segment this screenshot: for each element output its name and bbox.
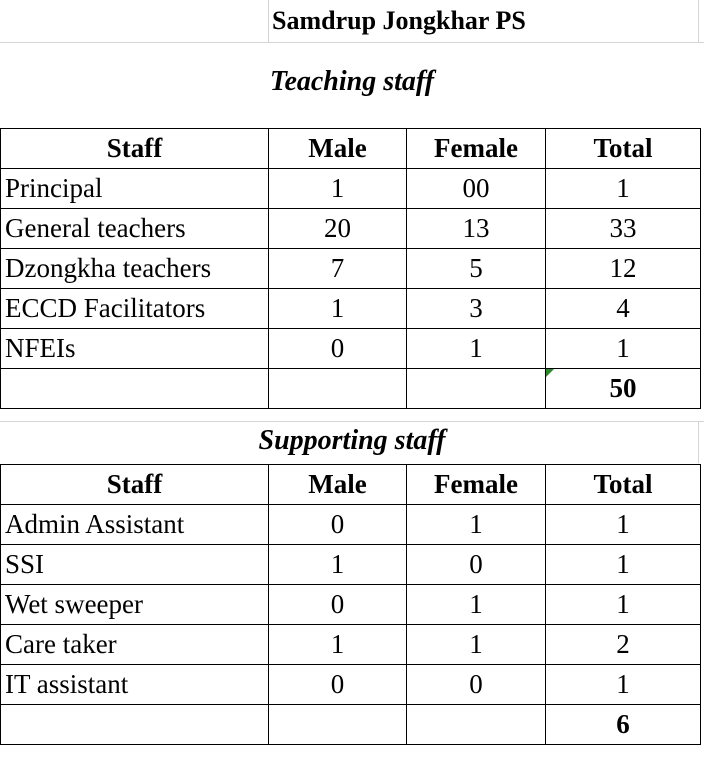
header-male: Male [269, 465, 407, 505]
cell-male[interactable]: 1 [269, 545, 407, 585]
table-header-row [1, 465, 701, 505]
cell-female[interactable]: 13 [407, 209, 546, 249]
cell-male[interactable]: 7 [269, 249, 407, 289]
table-row [1, 329, 701, 369]
cell-female[interactable]: 5 [407, 249, 546, 289]
cell-male[interactable]: 0 [269, 665, 407, 705]
cell-male[interactable]: 1 [269, 289, 407, 329]
cell-staff[interactable]: Dzongkha teachers [1, 249, 269, 289]
cell-total[interactable]: 2 [546, 625, 701, 665]
teaching-staff-heading: Teaching staff [269, 66, 435, 97]
supporting-staff-heading: Supporting staff [258, 425, 446, 456]
header-total: Total [546, 129, 701, 169]
cell-female[interactable]: 1 [407, 585, 546, 625]
header-male: Male [269, 129, 407, 169]
total-row [1, 705, 701, 745]
table-row [1, 209, 701, 249]
gridline [0, 421, 704, 422]
school-title: Samdrup Jongkhar PS [272, 6, 526, 35]
header-female: Female [407, 129, 546, 169]
table-row [1, 585, 701, 625]
teaching-grand-total: 50 [609, 373, 637, 403]
cell-staff[interactable]: Admin Assistant [1, 505, 269, 545]
cell-total[interactable]: 4 [546, 289, 701, 329]
cell-staff[interactable]: Care taker [1, 625, 269, 665]
gridline [0, 42, 704, 43]
cell-staff[interactable]: SSI [1, 545, 269, 585]
total-row [1, 369, 701, 409]
header-staff: Staff [1, 129, 269, 169]
cell-staff[interactable]: General teachers [1, 209, 269, 249]
cell-empty[interactable] [269, 369, 407, 409]
header-total: Total [546, 465, 701, 505]
table-row [1, 545, 701, 585]
header-female: Female [407, 465, 546, 505]
cell-female[interactable]: 00 [407, 169, 546, 209]
cell-total[interactable]: 33 [546, 209, 701, 249]
cell-empty[interactable] [407, 705, 546, 745]
cell-male[interactable]: 0 [269, 585, 407, 625]
table-row [1, 169, 701, 209]
cell-total[interactable]: 1 [546, 585, 701, 625]
table-row [1, 625, 701, 665]
cell-empty[interactable] [407, 369, 546, 409]
cell-total[interactable]: 1 [546, 665, 701, 705]
table-header-row [1, 129, 701, 169]
supporting-grand-total[interactable]: 6 [546, 705, 701, 745]
cell-total[interactable]: 12 [546, 249, 701, 289]
cell-staff[interactable]: ECCD Facilitators [1, 289, 269, 329]
teaching-grand-total-cell[interactable] [546, 369, 701, 409]
table-row [1, 249, 701, 289]
comment-indicator-icon [546, 369, 554, 377]
cell-male[interactable]: 0 [269, 329, 407, 369]
cell-staff[interactable]: Wet sweeper [1, 585, 269, 625]
cell-empty[interactable] [1, 705, 269, 745]
table-row [1, 505, 701, 545]
cell-total[interactable]: 1 [546, 505, 701, 545]
cell-staff[interactable]: IT assistant [1, 665, 269, 705]
cell-female[interactable]: 1 [407, 329, 546, 369]
cell-total[interactable]: 1 [546, 169, 701, 209]
cell-female[interactable]: 1 [407, 625, 546, 665]
supporting-staff-table [0, 464, 701, 745]
cell-total[interactable]: 1 [546, 329, 701, 369]
cell-male[interactable]: 1 [269, 169, 407, 209]
table-row [1, 665, 701, 705]
cell-male[interactable]: 1 [269, 625, 407, 665]
cell-empty[interactable] [269, 705, 407, 745]
cell-female[interactable]: 3 [407, 289, 546, 329]
teaching-staff-table [0, 128, 701, 409]
cell-male[interactable]: 20 [269, 209, 407, 249]
cell-total[interactable]: 1 [546, 545, 701, 585]
header-staff: Staff [1, 465, 269, 505]
table-row [1, 289, 701, 329]
cell-female[interactable]: 0 [407, 665, 546, 705]
cell-staff[interactable]: Principal [1, 169, 269, 209]
cell-female[interactable]: 1 [407, 505, 546, 545]
cell-staff[interactable]: NFEIs [1, 329, 269, 369]
cell-empty[interactable] [1, 369, 269, 409]
cell-male[interactable]: 0 [269, 505, 407, 545]
cell-female[interactable]: 0 [407, 545, 546, 585]
